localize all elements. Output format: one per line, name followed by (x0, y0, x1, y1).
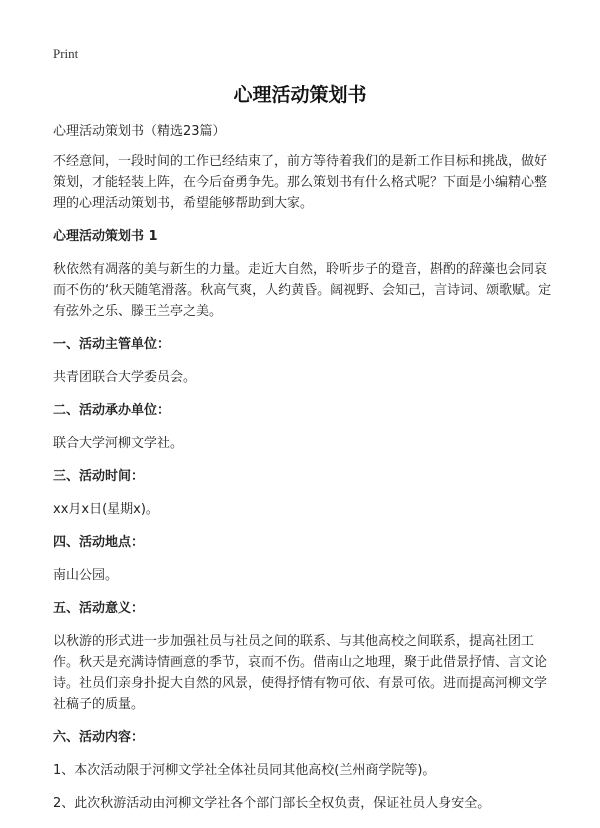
time-text: xx月x日(星期x)。 (53, 502, 159, 517)
significance-heading: 五、活动意义： (53, 601, 145, 616)
intro-paragraph: 不经意间，一段时间的工作已经结束了，前方等待着我们的是新工作目标和挑战，做好策划，才能轻装上阵，在今后奋勇争先。那么策划书有什么格式呢？下面是小编精心整理的心理活动策划书，希望能够帮助到大家。 (53, 154, 548, 211)
document-subtitle: 心理活动策划书（精选23篇） (53, 124, 226, 139)
content-heading: 六、活动内容： (53, 730, 145, 745)
content-list-item: 2、此次秋游活动由河柳文学社各个部门部长全权负责，保证社员人身安全。 (53, 796, 491, 811)
section-heading: 心理活动策划书 1 (53, 229, 158, 244)
organizer-heading: 一、活动主管单位： (53, 337, 171, 352)
content-list-item: 1、本次活动限于河柳文学社全体社员同其他高校(兰州商学院等)。 (53, 763, 436, 778)
location-heading: 四、活动地点： (53, 535, 145, 550)
organizer-text: 共青团联合大学委员会。 (53, 370, 197, 385)
undertaker-text: 联合大学河柳文学社。 (53, 436, 184, 451)
significance-paragraph: 以秋游的形式进一步加强社员与社员之间的联系、与其他高校之间联系，提高社团工作。秋天是充满诗情画意的季节，哀而不伤。借南山之地理，聚于此借景抒情、言文论诗。社员们亲身扑捉大自然的风景，使得抒情有物可依、有景可依。进而提高河柳文学社稿子的质量。 (53, 634, 548, 712)
page-title: 心理活动策划书 (233, 84, 367, 106)
undertaker-heading: 二、活动承办单位： (53, 403, 171, 418)
document-body (53, 121, 553, 826)
section-intro-paragraph: 秋依然有凋落的美与新生的力量。走近大自然，聆听步子的跫音，斟酌的辞藻也会同哀而不伤的‘秋天随笔滑落。秋高气爽，人约黄昏。阔视野、会知己，言诗词、颂歌赋。定有弦外之乐、滕王兰亭之美。 (53, 262, 552, 319)
location-text: 南山公园。 (53, 568, 119, 583)
time-heading: 三、活动时间： (53, 469, 145, 484)
print-link[interactable]: Print (53, 46, 79, 61)
